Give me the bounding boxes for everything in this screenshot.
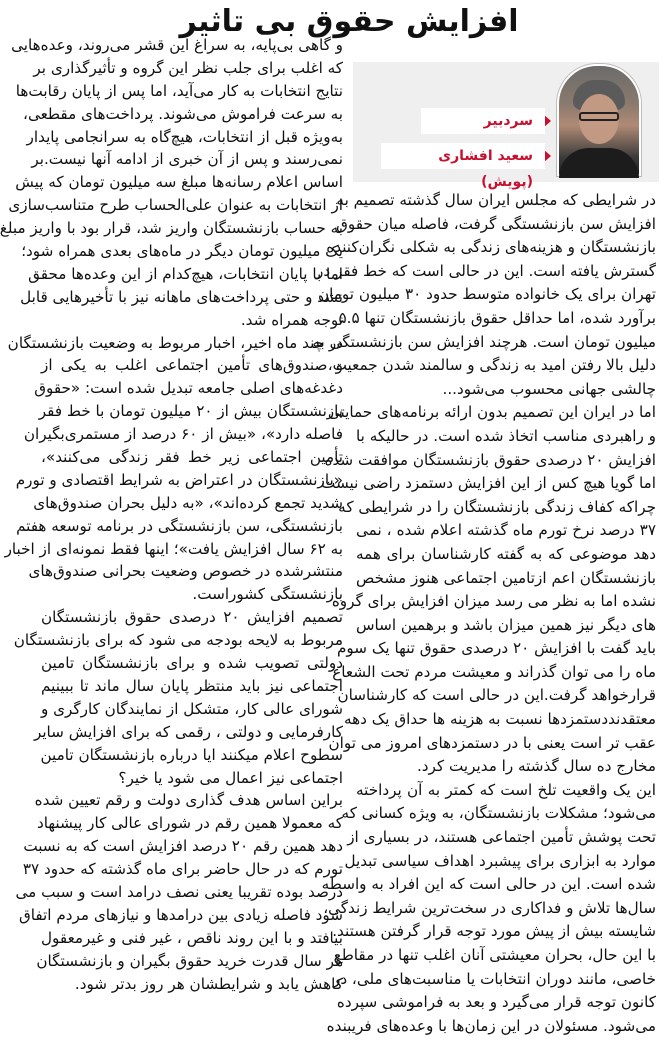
text-line: شود فاصله زیادی بین درامدها و نیازهای مردم اتفاق — [18, 905, 343, 924]
text-line: درصد بوده تقریبا یعنی نصف درامد است و سبب می — [15, 882, 343, 901]
text-line: اجتماعی نیز اعمال می شود یا خیر؟ — [118, 768, 343, 787]
text-line: اساس اعلام رسانه‌ها مبلغ سه میلیون تومان که پیش — [15, 173, 343, 192]
text-line: و صندوق‌های تأمین اجتماعی اغلب به یکی از — [41, 356, 343, 375]
text-line: براین اساس هدف گذاری دولت و رقم تعیین شده — [34, 791, 343, 810]
text-line: تهران برای یک خانواده متوسط حدود ۳۰ میلیون تومان — [318, 285, 656, 304]
text-line: خاصی، مانند دوران انتخابات یا مناسبت‌های ملی، در — [333, 969, 656, 988]
headline: افزایش حقوق بی تاثیر — [179, 4, 519, 39]
text-line: کاهش یابد و شرایطشان هر روز بدتر شود. — [74, 974, 343, 993]
text-line: مخارج ده سال گذشته را مدیریت کرد. — [416, 757, 656, 776]
paragraph — [321, 779, 656, 1039]
text-line: از انتخابات به عنوان علی‌الحساب طرح متناسب‌سازی — [8, 196, 343, 215]
text-line: که اغلب برای جلب نظر این گروه و تأثیرگذاری بر — [33, 58, 343, 77]
text-line: شایسته بیش از پیش مورد توجه قرار گرفتن هستند. — [332, 922, 656, 941]
text-line: تأمین اجتماعی زیر خط فقر زندگی می‌کنند»، — [41, 448, 343, 467]
text-line: میلیون تومان است. هرچند افزایش سن بازنشستگی به — [312, 332, 656, 351]
text-line: دلیل بالا رفتن امید به زندگی و سالمند شدن جمعیت، — [327, 356, 656, 375]
paragraph — [312, 189, 656, 401]
paragraph — [13, 606, 343, 789]
text-line: افزایش ۲۰ درصدی حقوق بازنشستگان موافقت شده — [324, 450, 656, 469]
text-line: دولتی تصویب شده و برای بازنشستگان تامین — [41, 654, 343, 673]
text-line: تورم که در حال حاضر برای ماه گذشته که حدود ۳۷ — [22, 860, 343, 879]
text-line: بازنشستگان اعم ازتامین اجتماعی هنوز مشخص — [356, 568, 656, 587]
author-name: سعید افشاری (پویش) — [381, 143, 545, 169]
text-line: و راهبردی مناسب اتخاذ شده است. در حالیکه با — [356, 426, 656, 445]
text-line: سال‌ها تلاش و فداکاری در سخت‌ترین شرایط زندگی، — [323, 898, 656, 917]
text-line: برآورد شده، اما حداقل حقوق بازنشستگان تنها ۵.۵ — [338, 308, 656, 327]
text-line: در شرایطی که مجلس ایران سال گذشته تصمیم به — [336, 191, 656, 209]
text-line: اجتماعی نیز باید منتظر پایان سال ماند تا ببینیم — [41, 676, 343, 695]
text-line: که معمولا همین رقم در شورای عالی کار پیشنهاد — [37, 814, 343, 833]
text-line: چالشی جهانی محسوب می‌شود... — [442, 379, 656, 398]
text-line: سطوح اعلام میکنند ایا درباره بازنشستگان تامین — [40, 745, 343, 764]
text-line: بازنشستگان بیش از ۲۰ میلیون تومان با خط فقر — [38, 402, 343, 421]
text-line: کارفرمایی و دولتی ، رقمی که برای افزایش سایر — [33, 722, 343, 741]
text-line: مربوط به لایحه بودجه می شود که برای بازنشستگان — [13, 631, 343, 650]
text-line: بیافتد و با این روند ناقص ، غیر فنی و غیرمعقول — [41, 928, 343, 947]
text-line: شورای عالی کار، متشکل از نمایندگان کارگری و — [40, 699, 343, 718]
text-line: عقب تر است یعنی با در دستمزدهای امروز می توان — [328, 733, 656, 752]
paragraph — [15, 789, 343, 995]
text-line: ۳۷ درصد نرخ تورم ماه گذشته اعلام شده ، نمی — [356, 521, 656, 540]
text-line: فاصله دارد»، «بیش از ۶۰ درصد از مستمری‌بگیران — [23, 425, 343, 444]
text-line: بازنشستگی کشوراست. — [192, 585, 343, 604]
text-line: بازنشستگی، سن بازنشستگی در برنامه توسعه هفتم — [16, 516, 343, 535]
text-line: به ۶۲ سال افزایش یافت»؛ اینها فقط نمونه‌ای از اخبار — [4, 539, 343, 558]
text-line: می‌شود. مسئولان در این زمان‌ها با وعده‌های فریبنده — [326, 1016, 656, 1035]
text-line: تحت پوشش تأمین اجتماعی هستند، در بسیاری از — [347, 828, 656, 847]
text-line: نتایج انتخابات به کار می‌آید، اما پس از پایان رقابت‌ها — [15, 81, 343, 100]
paragraph — [321, 401, 656, 779]
text-line: دهد همین رقم ۲۰ درصد افزایش است که به نسبت — [23, 837, 343, 856]
text-line: موارد به ابزاری برای پیشبرد اهداف سیاسی تبدیل — [344, 851, 656, 870]
photo-body — [559, 148, 639, 178]
text-line: بازنشستگان و هزینه‌های زندگی به شکلی نگران‌کننده — [326, 238, 656, 257]
text-line: یک میلیون تومان دیگر در ماه‌های بعدی همراه شود؛ — [21, 242, 343, 261]
text-line: نشده اما به نظر می رسد میزان افزایش برای گروه — [331, 592, 656, 611]
text-line: به حساب بازنشستگان واریز شد، قرار بود با واریز مبلغ — [0, 219, 343, 238]
text-line: گسترش یافته است. این در حالی است که خط فقر در — [316, 261, 656, 280]
text-line: در چند ماه اخیر، اخبار مربوط به وضعیت بازنشستگان — [7, 333, 343, 352]
text-line: دغدغه‌های اصلی جامعه تبدیل شده است: «حقوق — [34, 379, 343, 398]
paragraph — [0, 34, 343, 332]
text-line: این یک واقعیت تلخ است که کمتر به آن پرداخته — [356, 780, 656, 799]
text-line: ماه را می توان گذراند و معیشت مردم تحت الشعاع — [332, 662, 656, 681]
text-line: اما در ایران این تصمیم بدون ارائه برنامه‌های حمایتی — [327, 403, 656, 422]
text-line: می‌شود؛ مشکلات بازنشستگان، به ویژه کسانی که — [341, 804, 656, 823]
author-role: سردبیر — [421, 108, 545, 134]
text-line: کانون توجه قرار می‌گیرد و بعد به فراموشی سپرده — [336, 993, 656, 1012]
article-column-left — [0, 34, 343, 995]
text-line: هر سال قدرت خرید حقوق بگیران و بازنشستگان — [36, 951, 343, 970]
text-line: معتقدنددستمزدها نسبت به هزینه ها حداق یک دهه — [343, 710, 656, 729]
text-line: نمی‌رسند و پس از آن خبری از ادامه آنها نیست.بر — [31, 150, 343, 169]
article-column-right — [312, 189, 656, 1038]
text-line: اما گویا هیچ کس از این افزایش دستمزد راضی نیست — [321, 474, 656, 493]
text-line: منتشرشده در خصوص وضعیت بحرانی صندوق‌های — [28, 562, 343, 581]
text-line: باید گفت با افزایش ۲۰ درصدی حقوق تنها یک سوم — [337, 639, 656, 658]
text-line: توجه همراه شد. — [240, 310, 343, 329]
text-line: های دیگر نیز همین میزان باشد و برهمین اساس — [355, 615, 656, 634]
photo-glasses — [579, 112, 619, 121]
text-line: شده است. این در حالی است که این افراد به واسطه — [321, 875, 656, 894]
text-line: اما با پایان انتخابات، هیچ‌کدام از این وعده‌ها محقق — [28, 264, 343, 283]
paragraph — [4, 332, 343, 607]
text-line: «بازنشستگان در اعتراض به شرایط اقتصادی و تورم — [15, 470, 343, 489]
text-line: و گاهی بی‌پایه، به سراغ این قشر می‌روند، وعده‌هایی — [11, 36, 343, 54]
text-line: به سرعت فراموش می‌شوند. پرداخت‌های مقطعی، — [23, 104, 343, 123]
text-line: افزایش سن بازنشستگی گرفت، فاصله میان حقوق — [336, 214, 656, 233]
text-line: دهد موضوعی که به گفته کارشناسان برای همه — [356, 544, 656, 563]
text-line: نشد و حتی پرداخت‌های ماهانه نیز با تأخیرهایی قابل — [20, 287, 343, 306]
text-line: با این حال، بحران معیشتی آنان اغلب تنها در مقاطع — [333, 946, 656, 964]
text-line: شدید تجمع کرده‌اند»، «به دلیل بحران صندوق‌های — [33, 493, 343, 512]
text-line: تصمیم افزایش ۲۰ درصدی حقوق بازنشستگان — [41, 608, 343, 627]
text-line: چراکه کفاف زندگی بازنشستگان را در شرایطی که — [338, 497, 656, 516]
text-line: به‌ویژه قبل از انتخابات، هیچ‌گاه به سرانجامی پایدار — [26, 127, 343, 146]
author-photo — [557, 64, 641, 176]
text-line: قرارخواهد گرفت.این در حالی است که کارشناسان — [337, 686, 656, 705]
